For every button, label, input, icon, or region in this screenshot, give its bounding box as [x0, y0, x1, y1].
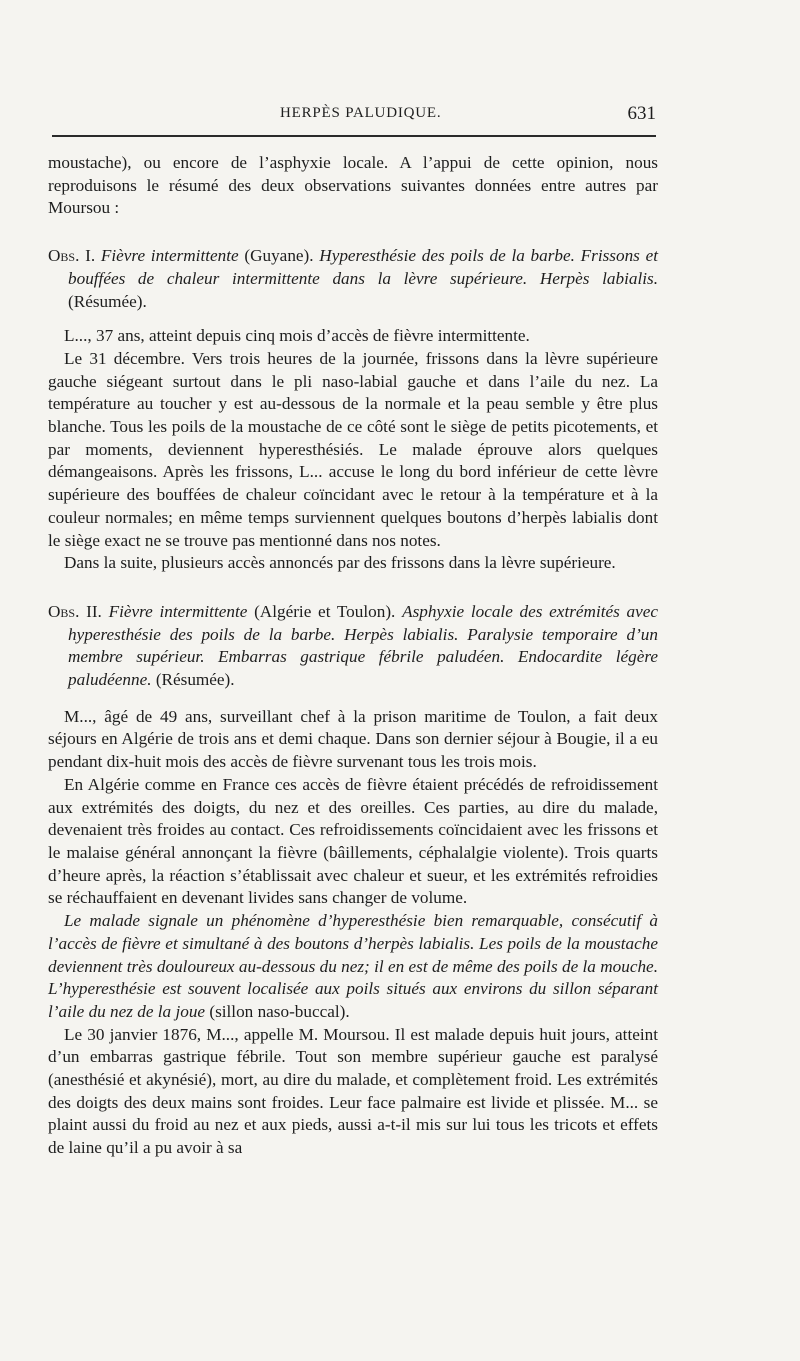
obs-2-paragraph-2: En Algérie comme en France ces accès de fièvre étaient précédés de refroidissement aux extrémités des doigts, du nez et des oreilles. Ces parties, au dire du malade, devenaient très froides au contact. Ces refroidissements coïncidaient avec les frissons et le malaise général annonçant la fièvre (bâillements, céphalalgie violente). Trois quarts d’heure après, la réaction s’établissait avec chaleur et sueur, et les extrémités refroidies se réchauffaient en devenant livides sans changer de volume.	[48, 774, 658, 908]
observation-2-heading	[48, 601, 658, 692]
observation-1-heading	[48, 245, 658, 313]
obs-2-title-roman-1: (Algérie et Toulon).	[247, 601, 403, 621]
obs-1-label: Obs. I.	[48, 246, 96, 266]
obs-1-title-italic-2: Hyperesthésie des poils de la barbe. Frissons et bouffées de chaleur intermittente dans la lèvre supérieure. Herpès labialis.	[68, 246, 658, 288]
obs-1-title-italic-1: Fièvre intermittente	[100, 246, 239, 266]
header-rule	[52, 135, 656, 137]
obs-2-paragraph-3-roman: (sillon naso-buccal).	[205, 1001, 350, 1021]
obs-2-paragraph-3	[48, 910, 658, 1024]
obs-1-paragraph-2: Le 31 décembre. Vers trois heures de la journée, frissons dans la lèvre supérieure gauche siégeant surtout dans le pli naso-labial gauche et dans l’aile du nez. La température au toucher y est au-dessous de la normale et la peau semble y être plus blanche. Tous les poils de la moustache de ce côté sont le siège de petits picotements, et par moments, deviennent hyperesthésiés. Le malade éprouve alors quelques démangeaisons. Après les frissons, L... accuse le long du bord inférieur de cette lèvre supérieure des bouffées de chaleur coïncidant avec le retour à la température et à la couleur normales; en même temps surviennent quelques boutons d’herpès labialis dont le siège exact ne se trouve pas mentionné dans nos notes.	[48, 348, 658, 550]
obs-1-paragraph-3: Dans la suite, plusieurs accès annoncés par des frissons dans la lèvre supérieure.	[64, 553, 616, 573]
obs-2-title-italic-1: Fièvre intermittente	[108, 601, 248, 621]
obs-2-paragraph-4: Le 30 janvier 1876, M..., appelle M. Moursou. Il est malade depuis huit jours, atteint d’un embarras gastrique fébrile. Tout son membre supérieur gauche est paralysé (anesthésié et akynésié), mort, au dire du malade, et complètement froid. Les extrémités des doigts des deux mains sont froides. Leur face palmaire est livide et plissée. M... se plaint aussi du froid au nez et aux pieds, aussi a-t-il mis sur lui tous les tricots et effets de laine qu’il a pu avoir à sa	[48, 1024, 658, 1158]
obs-1-title-roman-1: (Guyane).	[238, 246, 320, 266]
page-body	[48, 152, 658, 1160]
obs-2-label: Obs. II.	[48, 601, 102, 621]
obs-2-title-roman-2: (Résumée).	[151, 670, 235, 690]
intro-paragraph: moustache), ou encore de l’asphyxie locale. A l’appui de cette opinion, nous reproduisons le résumé des deux observations suivantes données entre autres par Moursou :	[48, 153, 658, 218]
running-title: HERPÈS PALUDIQUE.	[280, 105, 442, 121]
obs-2-paragraph-1: M..., âgé de 49 ans, surveillant chef à la prison maritime de Toulon, a fait deux séjours en Algérie de trois ans et demi chaque. Dans son dernier séjour à Bougie, il a eu pendant dix-huit mois des accès de fièvre survenant tous les trois mois.	[48, 706, 658, 772]
running-head	[48, 103, 656, 127]
obs-2-paragraph-3-italic: Le malade signale un phénomène d’hyperesthésie bien remarquable, consécutif à l’accès de fièvre et simultané à des boutons d’herpès labialis. Les poils de la moustache deviennent très douloureux au-dessous du nez; il en est de même des poils de la mouche. L’hyperesthésie est souvent localisée aux poils situés aux environs du sillon séparant l’aile du nez de la joue	[48, 911, 658, 1021]
obs-1-title-roman-2: (Résumée).	[68, 291, 147, 311]
page-number: 631	[627, 103, 656, 124]
obs-2-title-italic-2: Asphyxie locale des extrémités avec hyperesthésie des poils de la barbe. Herpès labialis. Paralysie temporaire d’un membre supérieur. Embarras gastrique fébrile paludéen. Endocardite légère paludéenne.	[68, 601, 659, 690]
obs-1-paragraph-1: L..., 37 ans, atteint depuis cinq mois d’accès de fièvre intermittente.	[64, 326, 530, 346]
